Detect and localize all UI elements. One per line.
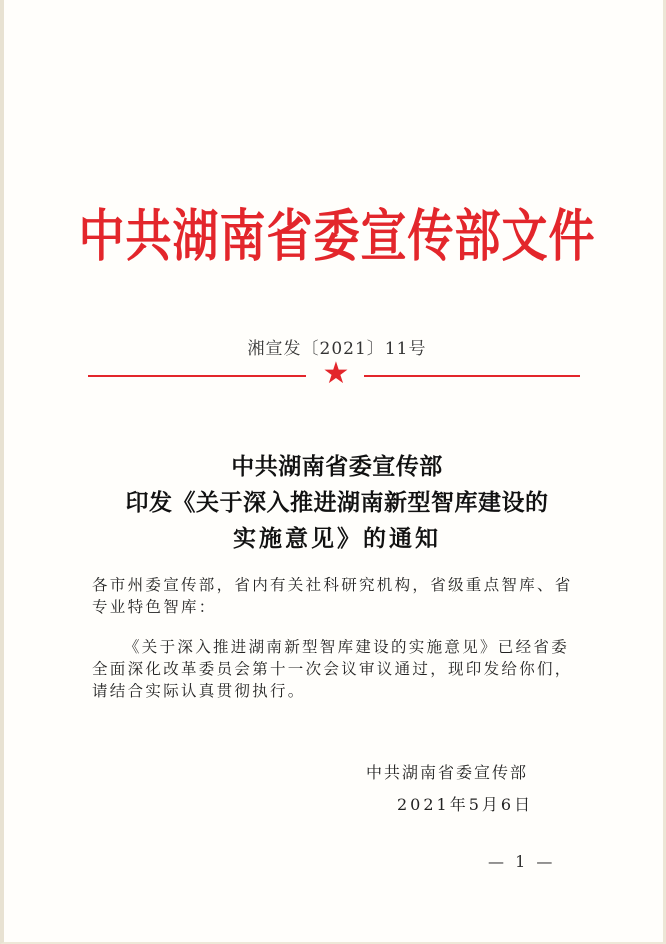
notice-title-line-2: 印发《关于深入推进湖南新型智库建设的 [125,489,549,516]
star-icon: ★ [322,356,350,391]
page-number: — 1 — [488,852,556,871]
notice-title-line-1: 中共湖南省委宣传部 [231,453,443,480]
red-divider-right [364,375,580,377]
red-divider-left [88,375,306,377]
document-number: 湘宣发〔2021〕11号 [247,339,427,359]
notice-title-line-3: 实施意见》的通知 [233,525,441,552]
signature-organization: 中共湖南省委宣传部 [366,763,529,782]
addressee-paragraph: 各市州委宣传部，省内有关社科研究机构，省级重点智库、省专业特色智库： [92,576,573,616]
signature-date: 2021年5月6日 [397,795,534,814]
document-header: 中共湖南省委宣传部文件 [78,203,596,269]
body-paragraph: 《关于深入推进湖南新型智库建设的实施意见》已经省委全面深化改革委员会第十一次会议审议通过，现印发给你们，请结合实际认真贯彻执行。 [92,638,573,700]
